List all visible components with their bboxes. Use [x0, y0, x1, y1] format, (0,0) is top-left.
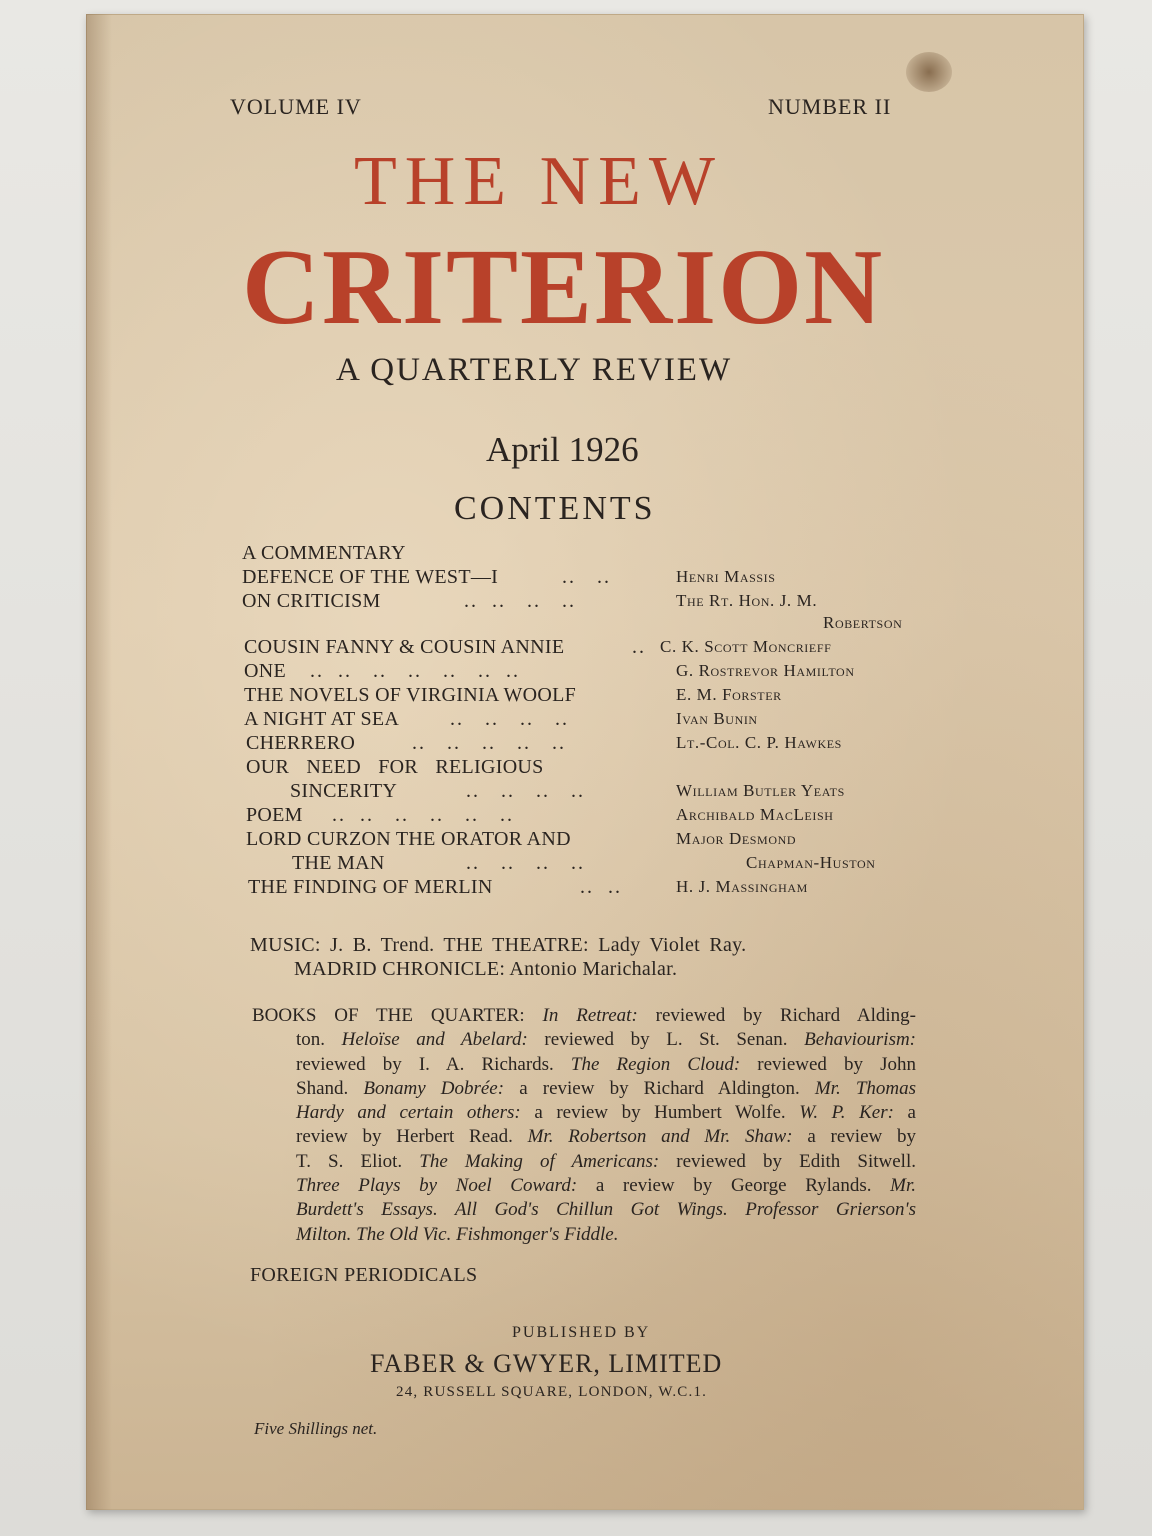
review-text: Shand. [296, 1077, 364, 1099]
leader-dots: .. .. [580, 876, 622, 898]
review-title: Burdett's Essays. All God's Chillun Got Wings. Professor Grierson's [296, 1199, 916, 1221]
review-title: Mr. [890, 1175, 916, 1197]
review-text: a review by Richard Aldington. [504, 1077, 815, 1099]
toc-author-cont: Chapman-Huston [746, 853, 876, 872]
published-by: PUBLISHED BY [512, 1324, 651, 1341]
review-title: Bonamy Dobrée: [363, 1077, 505, 1099]
subtitle: A QUARTERLY REVIEW [336, 352, 733, 388]
review-text: reviewed by Edith Sitwell. [659, 1150, 916, 1172]
toc-title-cont: SINCERITY [290, 780, 398, 802]
volume-label: VOLUME IV [230, 94, 362, 119]
toc-title: THE NOVELS OF VIRGINIA WOOLF [244, 684, 577, 706]
toc-title: OUR NEED FOR RELIGIOUS [246, 756, 544, 778]
toc-title: ON CRITICISM [242, 590, 381, 612]
review-text: a review by George Rylands. [577, 1175, 891, 1197]
review-title: In Retreat: [542, 1005, 638, 1026]
review-text: reviewed by Richard Alding- [637, 1005, 917, 1026]
toc-author: E. M. Forster [676, 685, 782, 704]
review-title: Mr. Robertson and Mr. Shaw: [527, 1126, 793, 1148]
toc-author: G. Rostrevor Hamilton [676, 661, 855, 680]
leader-dots: .. .. .. .. [466, 780, 585, 802]
leader-dots: .. .. .. .. [464, 590, 576, 612]
title-line-1: THE NEW [354, 143, 723, 220]
leader-dots: .. .. [562, 566, 611, 588]
toc-author: H. J. Massingham [676, 877, 808, 896]
magazine-cover [86, 14, 1084, 1510]
contents-heading: CONTENTS [454, 490, 656, 527]
toc-title-cont: THE MAN [292, 852, 385, 874]
toc-title: POEM [246, 804, 303, 826]
review-text: reviewed by John [740, 1053, 916, 1075]
title-line-2: CRITERION [242, 228, 885, 347]
contents-list [86, 14, 1084, 914]
review-text: T. S. Eliot. [296, 1150, 420, 1172]
leader-dots: .. .. .. .. [466, 852, 585, 874]
toc-author: The Rt. Hon. J. M. [676, 591, 818, 610]
review-text: a review by Humbert Wolfe. [520, 1102, 800, 1124]
review-title: Heloïse and Abelard: [341, 1029, 528, 1051]
misc-line-2: MADRID CHRONICLE: Antonio Marichalar. [294, 958, 678, 980]
toc-author: William Butler Yeats [676, 781, 845, 800]
toc-title: A COMMENTARY [242, 542, 406, 564]
toc-author: C. K. Scott Moncrieff [660, 637, 832, 656]
publisher-name: FABER & GWYER, LIMITED [370, 1349, 723, 1378]
toc-title: ONE [244, 660, 287, 682]
issue-date: April 1926 [486, 430, 639, 469]
review-title: Milton. The Old Vic. Fishmonger's Fiddle. [296, 1223, 619, 1245]
review-text: a [893, 1102, 916, 1124]
review-title: Hardy and certain others: [296, 1102, 521, 1124]
review-title: The Region Cloud: [570, 1053, 741, 1075]
publisher-address: 24, RUSSELL SQUARE, LONDON, W.C.1. [396, 1384, 708, 1400]
toc-title: LORD CURZON THE ORATOR AND [246, 828, 571, 850]
toc-title: COUSIN FANNY & COUSIN ANNIE [244, 636, 565, 658]
misc-line-1: MUSIC: J. B. Trend. THE THEATRE: Lady Violet Ray. [250, 934, 747, 956]
review-title: Three Plays by Noel Coward: [296, 1175, 578, 1197]
foreign-periodicals: FOREIGN PERIODICALS [250, 1264, 478, 1286]
toc-title: CHERRERO [246, 732, 356, 754]
toc-author: Henri Massis [676, 567, 776, 586]
review-text: review by Herbert Read. [296, 1126, 528, 1148]
leader-dots: .. [632, 636, 646, 658]
review-text: a review by [792, 1126, 916, 1148]
review-text: reviewed by I. A. Richards. [296, 1053, 571, 1075]
review-text: ton. [296, 1029, 342, 1051]
toc-author: Major Desmond [676, 829, 797, 848]
price: Five Shillings net. [254, 1419, 378, 1438]
review-text: reviewed by L. St. Senan. [527, 1029, 805, 1051]
review-title: The Making of Americans: [419, 1150, 660, 1172]
toc-author-cont: Robertson [823, 613, 903, 632]
toc-author: Lt.-Col. C. P. Hawkes [676, 733, 842, 752]
books-label: BOOKS OF THE QUARTER: [252, 1005, 525, 1026]
toc-title: DEFENCE OF THE WEST—I [242, 566, 499, 588]
leader-dots: .. .. .. .. [450, 708, 569, 730]
review-title: Mr. Thomas [814, 1077, 916, 1099]
toc-title: A NIGHT AT SEA [244, 708, 400, 730]
toc-author: Archibald MacLeish [676, 805, 834, 824]
toc-author: Ivan Bunin [676, 709, 758, 728]
books-of-the-quarter [252, 1004, 916, 1247]
review-title: W. P. Ker: [799, 1102, 894, 1124]
toc-title: THE FINDING OF MERLIN [248, 876, 493, 898]
leader-dots: .. .. .. .. .. .. [332, 804, 514, 826]
review-title: Behaviourism: [804, 1029, 917, 1051]
leader-dots: .. .. .. .. .. [412, 732, 566, 754]
leader-dots: .. .. .. .. .. .. .. [310, 660, 520, 682]
number-label: NUMBER II [768, 94, 892, 119]
